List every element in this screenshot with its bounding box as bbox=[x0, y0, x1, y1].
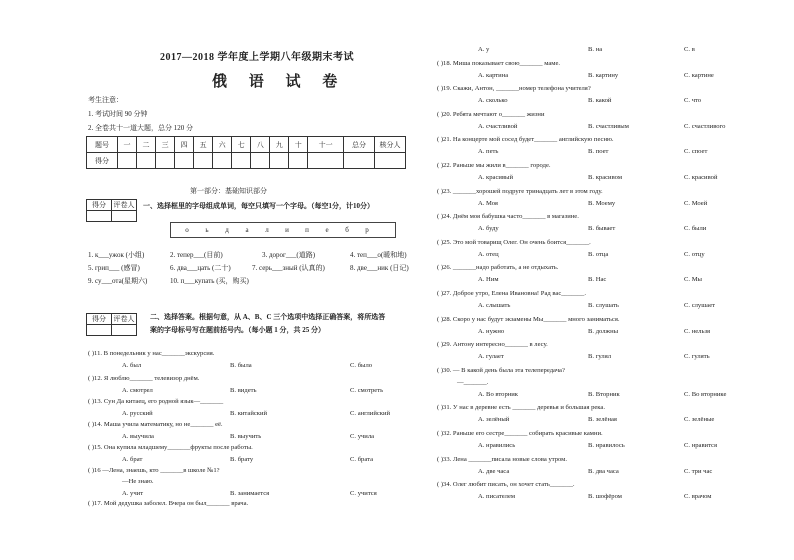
letter-option: о bbox=[185, 226, 189, 234]
grader-score-label: 得分 bbox=[87, 200, 112, 211]
score-value-cell bbox=[270, 153, 289, 169]
score-value-cell bbox=[213, 153, 232, 169]
question-extra: —_______. bbox=[457, 378, 489, 386]
option-b: B. Нас bbox=[588, 276, 607, 284]
score-value-cell bbox=[156, 153, 175, 169]
option-c: C. три час bbox=[684, 467, 713, 475]
option-c: C. картине bbox=[684, 71, 714, 79]
letter-option: е bbox=[325, 226, 329, 234]
option-c: C. в bbox=[684, 46, 695, 53]
option-b: B. выучить bbox=[230, 433, 262, 440]
option-c: C. нравится bbox=[684, 442, 718, 449]
option-a: A. Ним bbox=[478, 276, 499, 284]
option-a: A. выучила bbox=[122, 433, 154, 440]
option-a: A. отец bbox=[478, 250, 499, 258]
score-header-cell: 十一 bbox=[308, 137, 344, 153]
fill-item-5: 5. грип___ (感冒) bbox=[88, 264, 140, 272]
question-stem: ( )25. Это мой товарищ Олег. Он очень боится_______. bbox=[437, 238, 591, 246]
question-stem: ( )18. Миша показывает свою_______ маме. bbox=[437, 59, 561, 67]
option-a: A. красивый bbox=[478, 174, 514, 181]
score-value-cell bbox=[194, 153, 213, 169]
score-header-cell: 八 bbox=[251, 137, 270, 153]
option-b: B. красивом bbox=[588, 174, 622, 181]
score-value-cell bbox=[251, 153, 270, 169]
question-stem: ( )30. — В какой день была эта телепередача? bbox=[437, 366, 565, 374]
fill-item-2: 2. тепер___(目前) bbox=[170, 251, 223, 259]
option-c: C. Мы bbox=[684, 276, 702, 284]
score-header-cell: 题号 bbox=[87, 137, 118, 153]
score-table bbox=[86, 136, 406, 169]
option-c: C. красивой bbox=[684, 174, 718, 181]
question-stem: ( )27. Доброе утро, Елена Ивановна! Рад вас_______. bbox=[437, 290, 586, 297]
question-extra: —Не знаю. bbox=[122, 478, 154, 485]
option-b: B. нравилось bbox=[588, 442, 625, 449]
question-stem: ( )34. Олег любит писать, он хочет стать_______. bbox=[437, 481, 575, 489]
score-value-cell bbox=[344, 153, 375, 169]
notes-heading: 考生注意： bbox=[88, 96, 123, 104]
fill-item-7: 7. серь___зный (认真的) bbox=[252, 264, 325, 272]
option-a: A. писателем bbox=[478, 493, 516, 501]
letter-option: б bbox=[345, 226, 349, 234]
exam-title: 2017—2018 学年度上学期八年级期末考试 bbox=[160, 52, 354, 63]
option-a: A. Во вторник bbox=[478, 390, 519, 398]
question-stem: ( )21. На концерте мой сосед будет_______ английскую песню. bbox=[437, 136, 614, 144]
option-c: C. зелёные bbox=[684, 416, 715, 424]
fill-item-9: 9. су___ота(星期六) bbox=[88, 277, 148, 285]
fill-item-1: 1. к___ужок (小组) bbox=[88, 251, 145, 259]
score-header-cell: 九 bbox=[270, 137, 289, 153]
score-header-cell: 二 bbox=[137, 137, 156, 153]
notes-line1: 1. 考试时间 90 分钟 bbox=[88, 110, 148, 118]
option-c: C. врачом bbox=[684, 493, 712, 501]
option-a: A. слышать bbox=[478, 302, 511, 309]
question-stem: ( )13. Сун Да китаец, его родной язык—_______ bbox=[88, 398, 224, 405]
option-b: B. должны bbox=[588, 327, 619, 335]
question-stem: ( )16 —Лена, знаешь, кто _______в школе №1? bbox=[88, 467, 220, 474]
question-stem: ( )29. Антону интересно_______ в лесу. bbox=[437, 341, 548, 349]
grader-score-label: 得分 bbox=[87, 314, 112, 325]
option-c: C. учила bbox=[350, 433, 375, 440]
option-b: B. бывает bbox=[588, 225, 616, 233]
score-value-cell bbox=[375, 153, 406, 169]
grader-label: 评卷人 bbox=[113, 201, 135, 209]
option-c: C. что bbox=[684, 97, 702, 105]
score-header-cell: 六 bbox=[213, 137, 232, 153]
option-a: A. зелёный bbox=[478, 416, 510, 424]
option-c: C. Моей bbox=[684, 199, 708, 207]
option-a: A. Моя bbox=[478, 199, 498, 207]
option-a: A. две часа bbox=[478, 467, 510, 475]
option-b: B. поет bbox=[588, 148, 609, 156]
option-a: A. был bbox=[122, 362, 142, 369]
section2-instructions-line2: 案的字母标号写在题前括号内。（每小题 1 分，共 25 分） bbox=[150, 326, 325, 334]
option-c: C. Во вторнике bbox=[684, 390, 727, 398]
letter-box bbox=[170, 222, 396, 238]
option-b: B. зелёная bbox=[588, 416, 617, 424]
section1-instructions: 一、选择框里的字母组成单词，每空只填写一个字母。（每空1分，计10分） bbox=[143, 202, 374, 210]
option-b: B. гулял bbox=[588, 353, 612, 361]
score-header-cell: 核分人 bbox=[375, 137, 406, 153]
fill-item-3: 3. дорог___(道路) bbox=[262, 251, 316, 259]
option-b: B. брату bbox=[230, 456, 254, 463]
score-value-cell bbox=[175, 153, 194, 169]
option-a: A. буду bbox=[478, 225, 499, 233]
option-a: A. учит bbox=[122, 490, 144, 497]
fill-item-8: 8. две___ник (日记) bbox=[350, 264, 409, 272]
option-c: C. счастливого bbox=[684, 122, 726, 130]
section2-instructions-line1: 二、选择答案。根据句意，从 A、B、C 三个选项中选择正确答案，将所选答 bbox=[150, 313, 386, 321]
question-stem: ( )20. Ребята мечтают о_______ жизни bbox=[437, 110, 545, 118]
option-c: C. нельзя bbox=[684, 327, 711, 335]
option-c: C. было bbox=[350, 362, 373, 369]
question-stem: ( )12. Я люблю_______ телевизор днём. bbox=[88, 375, 200, 382]
question-stem: ( )19. Скажи, Антон, _______номер телефона учителя? bbox=[437, 85, 591, 93]
score-header-cell: 五 bbox=[194, 137, 213, 153]
option-b: B. два часа bbox=[588, 467, 619, 475]
grader-box-1 bbox=[86, 199, 137, 222]
option-c: C. смотреть bbox=[350, 387, 384, 394]
score-value-cell bbox=[137, 153, 156, 169]
option-b: B. шофёром bbox=[588, 493, 622, 501]
score-value-cell: 得分 bbox=[87, 153, 118, 169]
option-a: A. картина bbox=[478, 71, 509, 79]
notes-line2: 2. 全卷共十一道大题，总分 120 分 bbox=[88, 124, 193, 132]
letter-option: д bbox=[225, 226, 229, 234]
exam-subtitle: 俄 语 试 卷 bbox=[212, 74, 347, 90]
option-b: B. занимается bbox=[230, 490, 270, 497]
part1-heading: 第一部分：基础知识部分 bbox=[190, 187, 267, 195]
question-stem: ( )32. Раньше его сестре_______ собирать красивые камни. bbox=[437, 430, 603, 437]
option-a: A. нравились bbox=[478, 442, 516, 449]
option-b: B. видеть bbox=[230, 387, 257, 394]
score-header-cell: 三 bbox=[156, 137, 175, 153]
option-a: A. сколько bbox=[478, 97, 508, 105]
option-a: A. смотрел bbox=[122, 387, 153, 394]
score-value-cell bbox=[232, 153, 251, 169]
option-a: A. у bbox=[478, 46, 490, 53]
option-a: A. петь bbox=[478, 148, 499, 156]
option-b: B. на bbox=[588, 46, 603, 53]
option-a: A. счастливой bbox=[478, 122, 518, 130]
question-stem: ( )31. У нас в деревне есть _______ деревья и большая река. bbox=[437, 404, 605, 412]
question-stem: ( )11. В понедельник у нас_______экскурсия. bbox=[88, 350, 215, 357]
option-b: B. слушать bbox=[588, 302, 619, 309]
score-header-cell: 总分 bbox=[344, 137, 375, 153]
option-b: B. какой bbox=[588, 97, 612, 105]
fill-item-10: 10. п___купать (买，购买) bbox=[170, 277, 249, 285]
score-header-cell: 七 bbox=[232, 137, 251, 153]
grader-box-2 bbox=[86, 313, 137, 336]
score-value-cell bbox=[308, 153, 344, 169]
question-stem: ( )17. Мой дедушка заболел. Вчера он был_______ врача. bbox=[88, 500, 249, 507]
letter-option: и bbox=[285, 226, 289, 234]
question-stem: ( )14. Маша учила математику, но не_______ её. bbox=[88, 421, 223, 428]
letter-option: л bbox=[265, 226, 269, 234]
option-c: C. слушает bbox=[684, 302, 716, 309]
grader-label: 评卷人 bbox=[113, 315, 135, 323]
option-c: C. брата bbox=[350, 456, 373, 463]
option-b: B. Моему bbox=[588, 199, 616, 207]
score-value-cell bbox=[289, 153, 308, 169]
fill-item-6: 6. два___цать (二十) bbox=[170, 264, 231, 272]
question-stem: ( )28. Скоро у нас будут экзамены Мы_______ много заниматься. bbox=[437, 315, 620, 323]
option-a: A. нужно bbox=[478, 327, 505, 335]
option-b: B. была bbox=[230, 362, 252, 369]
option-c: C. учится bbox=[350, 490, 377, 497]
letter-option: ь bbox=[205, 226, 209, 234]
fill-item-4: 4. теп___о(暖和地) bbox=[350, 251, 407, 259]
question-stem: ( )15. Она купила младшему_______фрукты после работы. bbox=[88, 444, 253, 451]
question-stem: ( )24. Днём моя бабушка часто_______ в магазине. bbox=[437, 213, 579, 221]
option-b: B. счастливым bbox=[588, 122, 629, 130]
letter-option: р bbox=[365, 226, 369, 234]
question-stem: ( )33. Лена _______писала новые слова утром. bbox=[437, 455, 567, 463]
score-header-cell: 一 bbox=[118, 137, 137, 153]
option-c: C. гулять bbox=[684, 353, 710, 361]
option-c: C. отцу bbox=[684, 250, 705, 258]
option-c: C. английский bbox=[350, 410, 391, 417]
option-b: B. отца bbox=[588, 250, 609, 258]
score-value-cell bbox=[118, 153, 137, 169]
letter-option: а bbox=[245, 226, 249, 234]
option-a: A. русский bbox=[122, 410, 153, 417]
question-stem: ( )22. Раньше мы жили в_______ городе. bbox=[437, 162, 551, 169]
option-a: A. брат bbox=[122, 456, 143, 463]
option-c: C. были bbox=[684, 225, 707, 233]
letter-option: п bbox=[305, 226, 309, 234]
option-b: B. картину bbox=[588, 71, 619, 79]
option-a: A. гулает bbox=[478, 353, 504, 361]
score-header-cell: 四 bbox=[175, 137, 194, 153]
option-b: B. Вторник bbox=[588, 390, 620, 398]
option-b: B. китайский bbox=[230, 410, 268, 417]
question-stem: ( )23. _______хорошей подруге тринадцать лет в этом году. bbox=[437, 187, 603, 195]
option-c: C. споет bbox=[684, 148, 708, 156]
score-header-cell: 十 bbox=[289, 137, 308, 153]
question-stem: ( )26. _______надо работать, а не отдыхать. bbox=[437, 264, 559, 272]
